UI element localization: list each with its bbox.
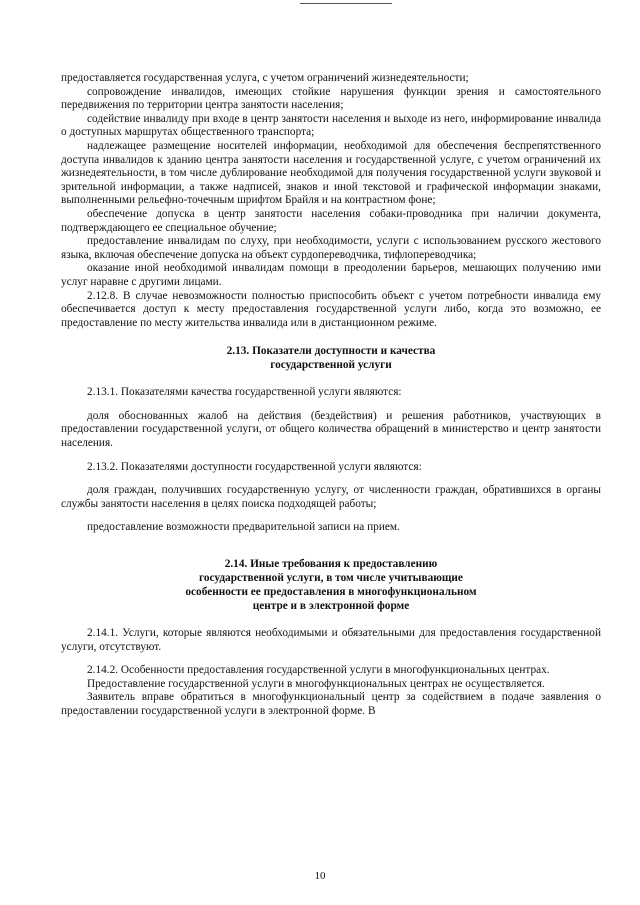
section-2-13-p2: доля обоснованных жалоб на действия (бездействия) и решения работников, участвующих в предоставлении государственной услуги, от общего количества обращений в министерство и центр занятости населения. — [61, 409, 601, 450]
heading-line: 2.13. Показатели доступности и качества — [226, 345, 436, 358]
section-2-14-p2: 2.14.2. Особенности предоставления государственной услуги в многофункциональных центрах. — [87, 664, 550, 677]
heading-line: государственной услуги, в том числе учитывающие — [199, 572, 463, 585]
page-content — [61, 72, 601, 719]
section-2-13-p4: доля граждан, получивших государственную услугу, от численности граждан, обратившихся в органы службы занятости населения в целях поиска подходящей работы; — [61, 484, 601, 510]
page-number: 10 — [314, 870, 326, 882]
section-2-14-p3: Предоставление государственной услуги в многофункциональных центрах не осуществляется. — [87, 677, 545, 690]
section-2-14-p4: Заявитель вправе обратиться в многофункциональный центр за содействием в подаче заявления о предоставлении государственной услуги в электронной форме. В — [61, 691, 601, 717]
heading-line: особенности ее предоставления в многофункциональном — [185, 586, 477, 599]
section-2-13-p1: 2.13.1. Показателями качества государственной услуги являются: — [87, 386, 402, 399]
paragraph-4: обеспечение допуска в центр занятости населения собаки-проводника при наличии документа, подтверждающего ее специальное обучение; — [61, 207, 601, 234]
section-2-14-heading — [61, 557, 601, 613]
paragraph-3: надлежащее размещение носителей информации, необходимой для обеспечения беспрепятственного доступа инвалидов к зданию центра занятости населения и государственной услуге, с учетом ограничений их жизнедеятельности, в том числе дублирование необходимой для получения государственной услуги звуковой и зрительной информации, а также надписей, знаков и иной текстовой и графической информации знаками, выполненными рельефно-точечным шрифтом Брайля и на контрастном фоне; — [61, 139, 601, 207]
paragraph-2: содействие инвалиду при входе в центр занятости населения и выходе из него, информирование инвалида о доступных маршрутах общественного транспорта; — [61, 112, 601, 139]
heading-line: центре и в электронной форме — [252, 600, 410, 613]
section-2-13-p3: 2.13.2. Показателями доступности государственной услуги являются: — [87, 460, 422, 473]
paragraph-0: предоставляется государственная услуга, с учетом ограничений жизнедеятельности; — [61, 72, 469, 84]
paragraph-7: 2.12.8. В случае невозможности полностью приспособить объект с учетом потребности инвалида ему обеспечивается доступ к месту предоставления государственной услуги либо, когда это возможно, ее предоставление по месту жительства инвалида или в дистанционном режиме. — [61, 289, 601, 329]
heading-line: государственной услуги — [270, 359, 392, 372]
paragraph-6: оказание иной необходимой инвалидам помощи в преодолении барьеров, мешающих получению ими услуг наравне с другими лицами. — [61, 262, 601, 288]
section-2-13-p5: предоставление возможности предварительной записи на прием. — [87, 521, 400, 534]
paragraph-5: предоставление инвалидам по слуху, при необходимости, услуги с использованием русского жестового языка, включая обеспечение допуска на объект сурдопереводчика, тифлопереводчика; — [61, 235, 601, 261]
heading-line: 2.14. Иные требования к предоставлению — [224, 558, 438, 571]
section-2-14-p1: 2.14.1. Услуги, которые являются необходимыми и обязательными для предоставления государственной услуги, отсутствуют. — [61, 627, 601, 653]
top-rule — [300, 3, 392, 4]
section-2-13-heading — [61, 344, 601, 372]
paragraph-1: сопровождение инвалидов, имеющих стойкие нарушения функции зрения и самостоятельного передвижения по территории центра занятости населения; — [61, 85, 601, 112]
